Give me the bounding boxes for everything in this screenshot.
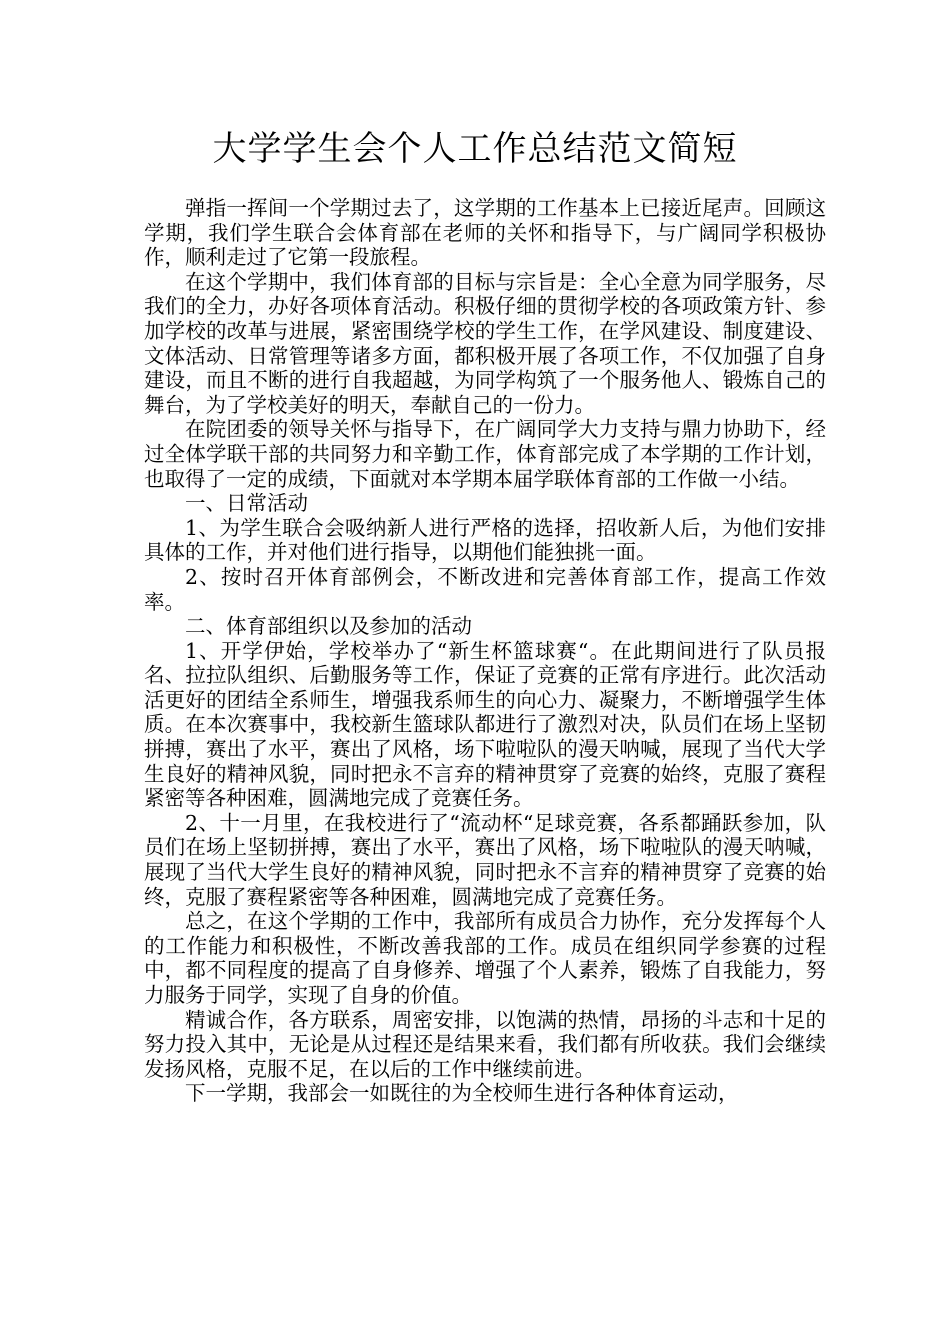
paragraph-goals: 在这个学期中，我们体育部的目标与宗旨是：全心全意为同学服务，尽我们的全力，办好各项体育活动。积极仔细的贯彻学校的各项政策方针、参加学校的改革与进展，紧密围绕学校的学生工作，在学风建设、制度建设、文体活动、日常管理等诸多方面，都积极开展了各项工作，不仅加强了自身建设，而且不断的进行自我超越，为同学构筑了一个服务他人、锻炼自己的舞台，为了学校美好的明天，奉献自己的一份力。	[144, 269, 826, 417]
list-item-meetings: 2、按时召开体育部例会，不断改进和完善体育部工作，提高工作效率。	[144, 564, 826, 614]
paragraph-next-term: 下一学期，我部会一如既往的为全校师生进行各种体育运动，	[185, 1081, 739, 1106]
paragraph-intro: 弹指一挥间一个学期过去了，这学期的工作基本上已接近尾声。回顾这学期，我们学生联合会体育部在老师的关怀和指导下，与广阔同学积极协作，顺利走过了它第一段旅程。	[144, 196, 826, 270]
list-item-recruitment: 1、为学生联合会吸纳新人进行严格的选择，招收新人后，为他们安排具体的工作，并对他们进行指导，以期他们能独挑一面。	[144, 515, 826, 565]
paragraph-cooperation: 精诚合作，各方联系，周密安排，以饱满的热情，昂扬的斗志和十足的努力投入其中，无论是从过程还是结果来看，我们都有所收获。我们会继续发扬风格，克服不足，在以后的工作中继续前进。	[144, 1007, 826, 1081]
paragraph-achievements: 在院团委的领导关怀与指导下，在广阔同学大力支持与鼎力协助下，经过全体学联干部的共同努力和辛勤工作，体育部完成了本学期的工作计划，也取得了一定的成绩，下面就对本学期本届学联体育部的工作做一小结。	[144, 417, 826, 491]
paragraph-summary: 总之，在这个学期的工作中，我部所有成员合力协作，充分发挥每个人的工作能力和积极性，不断改善我部的工作。成员在组织同学参赛的过程中，都不同程度的提高了自身修养、增强了个人素养，锻炼了自我能力，努力服务于同学，实现了自身的价值。	[144, 909, 826, 1007]
section-heading-organized-activities: 二、体育部组织以及参加的活动	[185, 614, 472, 639]
document-title: 大学学生会个人工作总结范文简短	[212, 129, 738, 169]
list-item-football: 2、十一月里，在我校进行了“流动杯“足球竞赛，各系都踊跃参加，队员们在场上坚韧拼搏，赛出了水平，赛出了风格，场下啦啦队的漫天呐喊，展现了当代大学生良好的精神风貌，同时把永不言弃的精神贯穿了竞赛的始终，克服了赛程紧密等各种困难，圆满地完成了竞赛任务。	[144, 810, 826, 909]
document-body	[144, 196, 826, 1106]
list-item-basketball: 1、开学伊始，学校举办了“新生杯篮球赛“。在此期间进行了队员报名、拉拉队组织、后勤服务等工作，保证了竞赛的正常有序进行。此次活动活更好的团结全系师生，增强我系师生的向心力、凝聚力，不断增强学生体质。在本次赛事中，我校新生篮球队都进行了激烈对决，队员们在场上坚韧拼搏，赛出了水平，赛出了风格，场下啦啦队的漫天呐喊，展现了当代大学生良好的精神风貌，同时把永不言弃的精神贯穿了竞赛的始终，克服了赛程紧密等各种困难，圆满地完成了竞赛任务。	[144, 638, 826, 811]
section-heading-daily-activities: 一、日常活动	[185, 491, 308, 516]
